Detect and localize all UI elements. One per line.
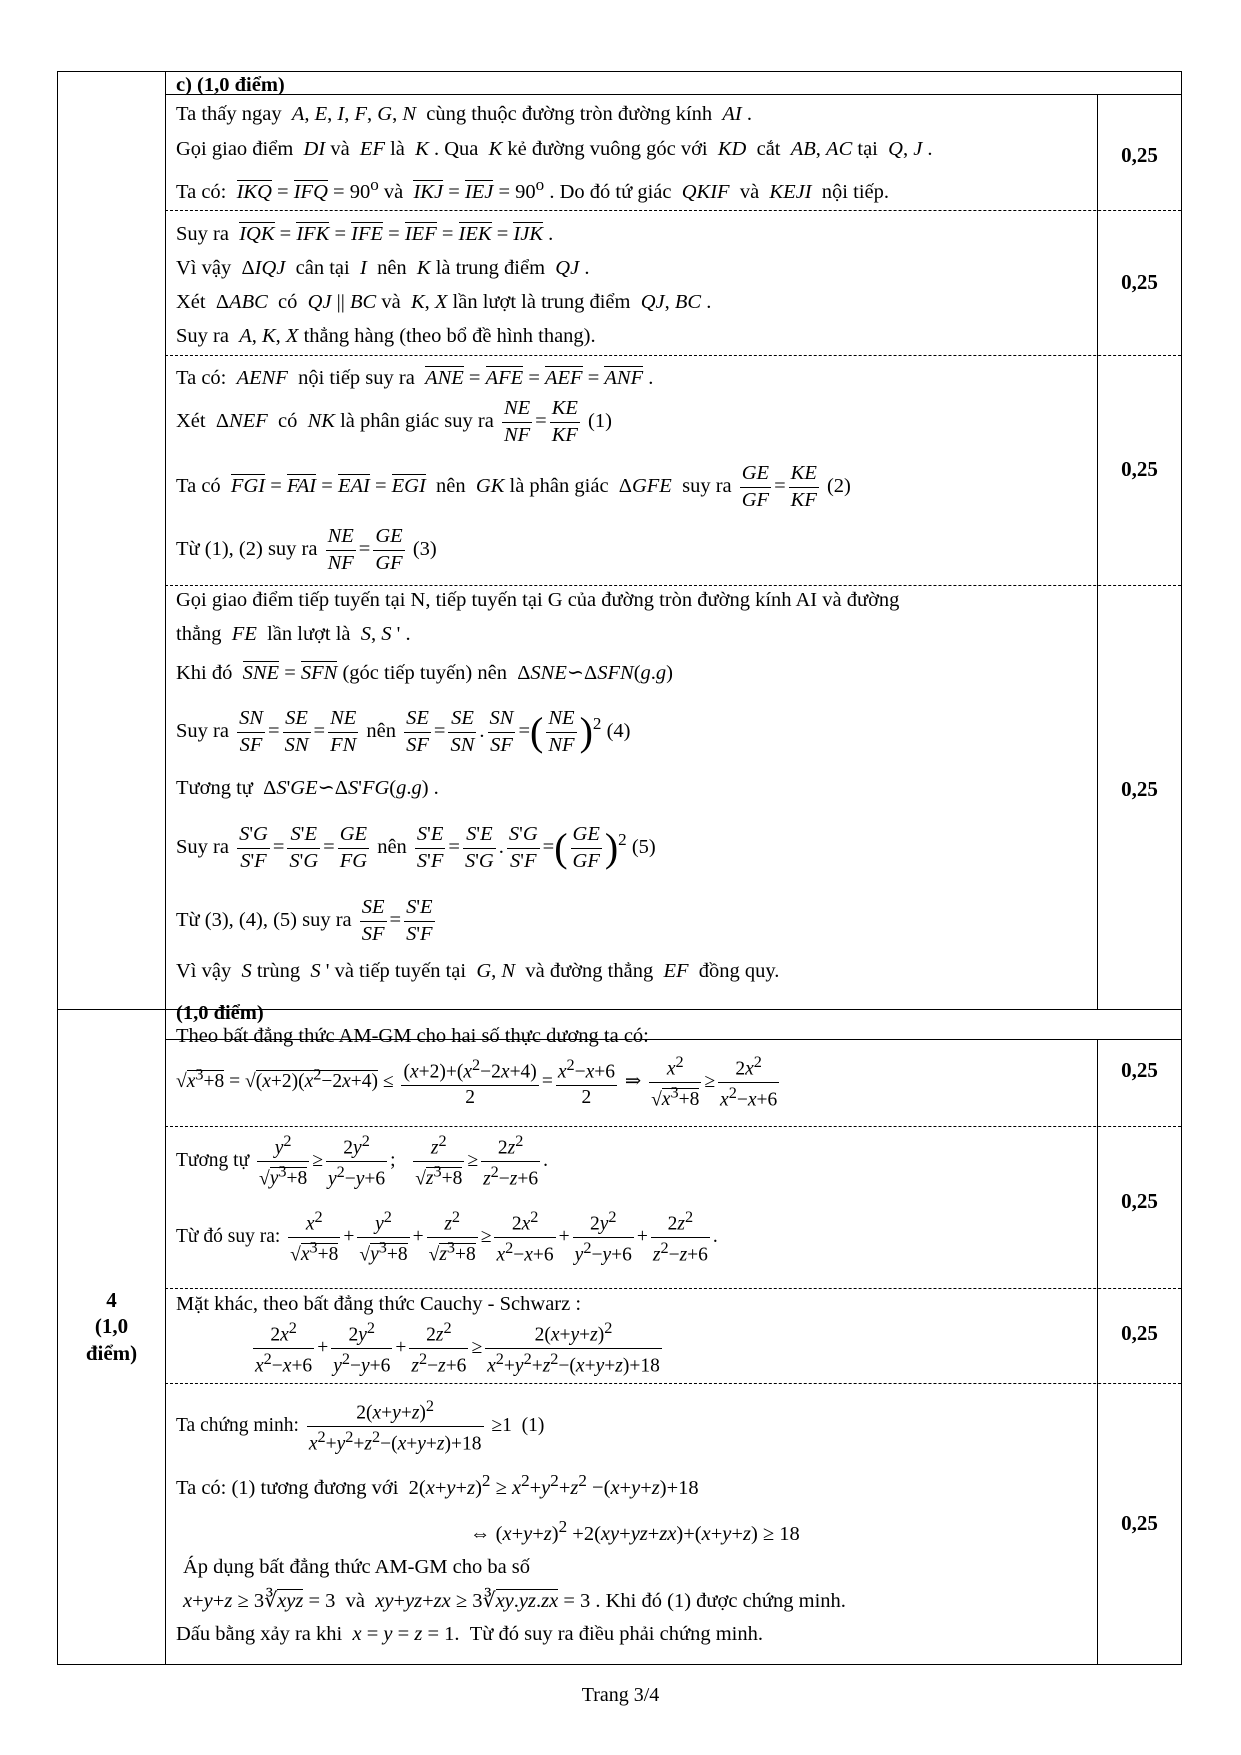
part-c-s4-line6: Suy ra $\frac{S'G}{S'F}$ = $\frac{S'E}{S'G}$ = $\frac{GE}{FG}$ nên $\frac{S'E}{S'F}$ = $\frac{S'E}{S'G}$ . $\frac{S'G}{S'F}$ =( $\frac{GE}{GF}$ )$^2$ (5): [176, 823, 656, 872]
q4-s4-line5: x+y+z ≥ 3∛xyz = 3 và xy+yz+zx ≥ 3∛xy.yz.zx = 3 . Khi đó (1) được chứng minh.: [183, 1590, 846, 1612]
score-divider-c: [1097, 94, 1098, 1009]
q4-s4-line4: Áp dụng bất đẳng thức AM-GM cho ba số: [183, 1556, 531, 1578]
column-divider: [165, 72, 166, 1664]
part-c-s3-line4: Từ (1), (2) suy ra $\frac{NE}{NF}$ = $\frac{GE}{GF}$ (3): [176, 525, 437, 574]
part-c-s4-line8: Vì vậy S trùng S ' và tiếp tuyến tại G, N và đường thẳng EF đồng quy.: [176, 960, 780, 982]
q4-s3-line1: Mặt khác, theo bất đẳng thức Cauchy - Schwarz :: [176, 1293, 582, 1315]
part-c-s4-line3: Khi đó SNE = SFN (góc tiếp tuyến) nên ΔSNE∽ΔSFN(g.g): [176, 662, 673, 684]
q4-s3-line2: $\frac{2x^2}{x^2-x+6}$ + $\frac{2y^2}{y^2-y+6}$ + $\frac{2z^2}{z^2-z+6}$ ≥ $\frac{2(x+y+z)^2}{x^2+y^2+z^2-(x+y+z)+18}$: [255, 1319, 660, 1377]
dashed-rule: [165, 1126, 1181, 1127]
score-c4: 0,25: [1121, 777, 1158, 801]
score-c2: 0,25: [1121, 270, 1158, 294]
q4-s4-line6: Dấu bằng xảy ra khi x = y = z = 1. Từ đó suy ra điều phải chứng minh.: [176, 1623, 763, 1645]
part-c-s2-line4: Suy ra A, K, X thẳng hàng (theo bổ đề hình thang).: [176, 325, 596, 347]
q4-header: (1,0 điểm): [176, 1002, 264, 1024]
q4-s4-line3: ⇔ $(x+y+z)^2 +2(xy+yz+zx)+(x+y+z) \ge 18$: [470, 1517, 800, 1545]
page-footer: Trang 3/4: [581, 1684, 660, 1706]
q4-s2-line1: Tương tự $\frac{y^2}{√y^3+8}$ ≥ $\frac{2y^2}{y^2-y+6}$ ; $\frac{z^2}{√z^3+8}$ ≥ $\frac{2z^2}{z^2-z+6}$ .: [176, 1132, 549, 1190]
part-c-s3-line3: Ta có FGI = FAI = EAI = EGI nên GK là phân giác ΔGFE suy ra $\frac{GE}{GF}$ = $\frac{KE}{KF}$ (2): [176, 462, 851, 511]
dashed-rule: [165, 1288, 1181, 1289]
rule: [165, 94, 1181, 95]
score-q4-1: 0,25: [1121, 1058, 1158, 1082]
part-c-s4-line7: Từ (3), (4), (5) suy ra $\frac{SE}{SF}$ = $\frac{S'E}{S'F}$: [176, 896, 433, 945]
part-c-s3-line1: Ta có: AENF nội tiếp suy ra ANE = AFE = AEF = ANF .: [176, 367, 654, 389]
question-number: 4 (1,0 điểm): [85, 1288, 138, 1365]
part-c-s4-line5: Tương tự ΔS'GE∽ΔS'FG(g.g) .: [176, 777, 439, 799]
q4-s4-line2: Ta có: (1) tương đương với $2(x+y+z)^2 \ge x^2+y^2+z^2 -(x+y+z)+18$: [176, 1471, 699, 1499]
dashed-rule: [165, 355, 1181, 356]
score-q4-2: 0,25: [1121, 1189, 1158, 1213]
score-q4-3: 0,25: [1121, 1321, 1158, 1345]
dashed-rule: [165, 210, 1181, 211]
part-c-s4-line1: Gọi giao điểm tiếp tuyến tại N, tiếp tuyến tại G của đường tròn đường kính AI và đường: [176, 589, 900, 611]
q4-s4-line1: Ta chứng minh: $\frac{2(x+y+z)^2}{x^2+y^2+z^2-(x+y+z)+18}$ ≥1 (1): [176, 1397, 545, 1455]
q4-s1-line1: Theo bất đẳng thức AM-GM cho hai số thực dương ta có:: [176, 1025, 649, 1047]
part-c-s2-line1: Suy ra IQK = IFK = IFE = IEF = IEK = IJK .: [176, 223, 554, 245]
part-c-s1-line2: Gọi giao điểm DI và EF là K . Qua K kẻ đường vuông góc với KD cắt AB, AC tại Q, J .: [176, 138, 933, 160]
part-c-s1-line1: Ta thấy ngay A, E, I, F, G, N cùng thuộc đường tròn đường kính AI .: [176, 103, 753, 125]
part-c-s4-line2: thẳng FE lần lượt là S, S ' .: [176, 623, 411, 645]
part-c-s3-line2: Xét ΔNEF có NK là phân giác suy ra $\frac{NE}{NF}$ = $\frac{KE}{KF}$ (1): [176, 397, 612, 446]
part-c-header: c) (1,0 điểm): [176, 74, 285, 96]
score-c3: 0,25: [1121, 457, 1158, 481]
q4-s1-line2: $√x^3+8 = √(x+2)(x^2-2x+4)$ ≤ $\frac{(x+2)+(x^2-2x+4)}{2}$ = $\frac{x^2-x+6}{2}$ ⇒ $\frac{x^2}{√x^3+8}$ ≥ $\frac{2x^2}{x^2-x+6}$: [176, 1053, 778, 1111]
q4-s2-line2: Từ đó suy ra: $\frac{x^2}{√x^3+8}$ + $\frac{y^2}{√y^3+8}$ + $\frac{z^2}{√z^3+8}$ ≥ $\frac{2x^2}{x^2-x+6}$ + $\frac{2y^2}{y^2-y+6}$ + $\frac{2z^2}{z^2-z+6}$ .: [176, 1208, 718, 1266]
dashed-rule: [165, 585, 1181, 586]
part-c-s4-line4: Suy ra $\frac{SN}{SF}$ = $\frac{SE}{SN}$ = $\frac{NE}{FN}$ nên $\frac{SE}{SF}$ = $\frac{SE}{SN}$ . $\frac{SN}{SF}$ =( $\frac{NE}{NF}$ )$^2$ (4): [176, 707, 631, 756]
part-c-s1-line3: Ta có: IKQ = IFQ = $90^o$ và IKJ = IEJ = $90^o$ . Do đó tứ giác QKIF và KEJI nội tiếp.: [176, 175, 889, 203]
part-c-s2-line3: Xét ΔABC có QJ || BC và K, X lần lượt là trung điểm QJ, BC .: [176, 291, 712, 313]
score-divider-q4: [1097, 1039, 1098, 1664]
score-c1: 0,25: [1121, 143, 1158, 167]
dashed-rule: [165, 1383, 1181, 1384]
score-q4-4: 0,25: [1121, 1511, 1158, 1535]
part-c-s2-line2: Vì vậy ΔIQJ cân tại I nên K là trung điểm QJ .: [176, 257, 590, 279]
